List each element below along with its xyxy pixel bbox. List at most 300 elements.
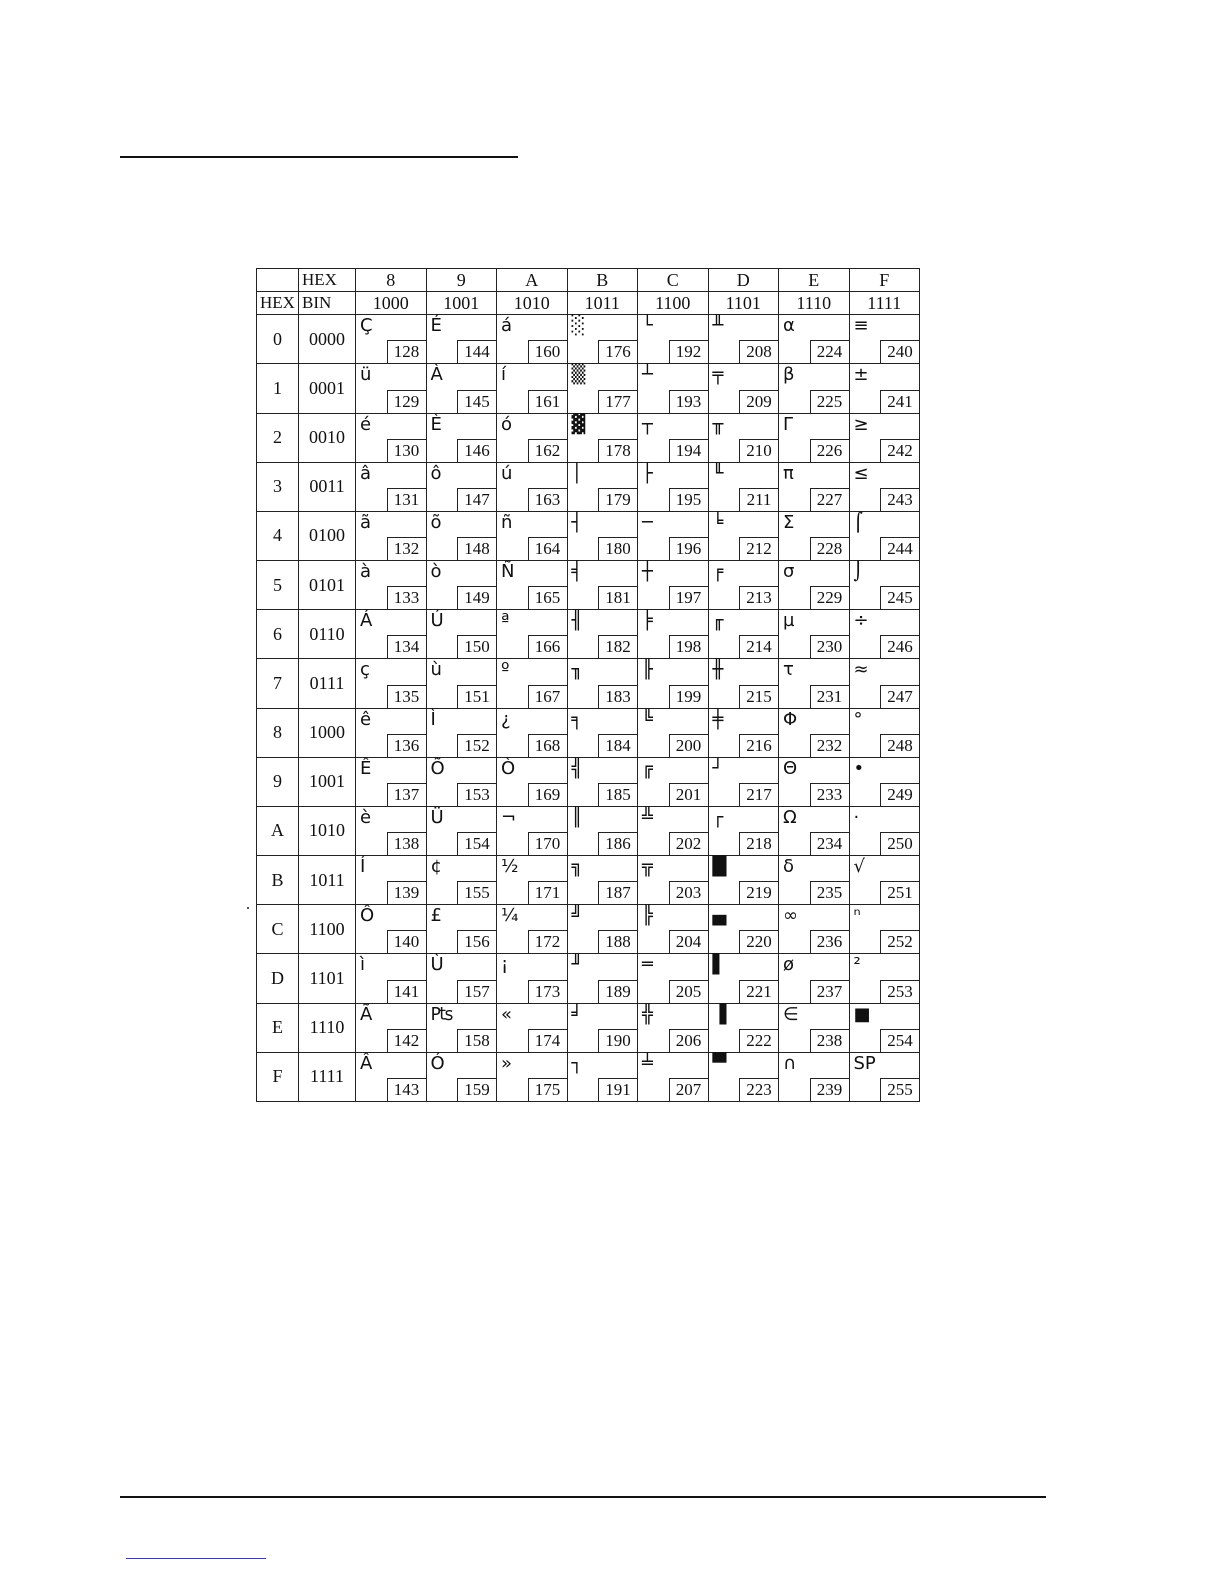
row-bin-value: 1010: [299, 806, 356, 855]
column-hex-d: D: [708, 269, 779, 292]
row-bin-value: 0111: [299, 659, 356, 708]
char-cell: [426, 708, 497, 757]
char-cell: [638, 610, 709, 659]
char-glyph: ¢: [430, 856, 442, 878]
char-cell: [708, 954, 779, 1003]
row-hex-value: 3: [257, 462, 299, 511]
table-row: [257, 708, 920, 757]
char-code-box: 146: [457, 439, 496, 462]
char-code-box: 153: [457, 783, 496, 806]
char-code-box: 168: [528, 734, 567, 757]
char-glyph: ±: [853, 364, 869, 386]
table-row: [257, 1052, 920, 1101]
char-cell: [426, 511, 497, 560]
char-code-box: 205: [669, 980, 708, 1003]
char-glyph: ▀: [712, 1052, 727, 1074]
char-cell: [708, 806, 779, 855]
char-glyph: ê: [360, 708, 372, 730]
char-code-box: 213: [739, 586, 778, 609]
char-cell: [497, 364, 568, 413]
char-cell: [426, 610, 497, 659]
char-code-box: 182: [598, 635, 637, 658]
char-code-box: 161: [528, 390, 567, 413]
row-hex-value: 4: [257, 511, 299, 560]
char-code-box: 216: [739, 734, 778, 757]
char-glyph: ∩: [783, 1052, 797, 1074]
char-glyph: Ü: [430, 806, 444, 828]
char-cell: [638, 315, 709, 364]
char-cell: [497, 413, 568, 462]
char-code-box: 183: [598, 685, 637, 708]
bottom-rule: [120, 1496, 1046, 1498]
char-glyph: •: [853, 757, 865, 779]
table-row: [257, 462, 920, 511]
char-glyph: ═: [642, 954, 653, 976]
char-cell: [708, 413, 779, 462]
char-glyph: Ω: [783, 806, 797, 828]
char-code-box: 230: [810, 635, 849, 658]
char-glyph: ²: [853, 954, 861, 976]
char-glyph: ≈: [853, 659, 869, 681]
char-glyph: ╢: [571, 610, 583, 632]
char-cell: [356, 315, 427, 364]
char-glyph: ì: [360, 954, 366, 976]
row-hex-value: F: [257, 1052, 299, 1101]
char-cell: [497, 610, 568, 659]
column-bin-1001: 1001: [426, 292, 497, 315]
char-code-box: 245: [880, 586, 919, 609]
char-code-box: 195: [669, 488, 708, 511]
char-glyph: ⌠: [853, 511, 863, 533]
char-cell: [638, 659, 709, 708]
char-glyph: Ú: [430, 610, 444, 632]
row-hex-value: 8: [257, 708, 299, 757]
char-cell: [638, 708, 709, 757]
char-glyph: º: [501, 659, 510, 681]
char-cell: [426, 757, 497, 806]
char-code-box: 238: [810, 1029, 849, 1052]
row-hex-value: B: [257, 856, 299, 905]
char-code-box: 200: [669, 734, 708, 757]
char-glyph: ╠: [642, 905, 653, 927]
char-glyph: »: [501, 1052, 513, 1074]
char-glyph: ╗: [571, 856, 583, 878]
char-cell: [426, 856, 497, 905]
char-cell: [356, 954, 427, 1003]
char-glyph: ├: [642, 462, 653, 484]
char-glyph: ┌: [712, 806, 724, 828]
char-glyph: °: [853, 708, 863, 730]
char-code-box: 228: [810, 537, 849, 560]
column-hex-f: F: [849, 269, 920, 292]
char-code-box: 249: [880, 783, 919, 806]
table-row: [257, 561, 920, 610]
char-code-box: 160: [528, 340, 567, 363]
column-bin-1011: 1011: [567, 292, 638, 315]
char-code-box: 177: [598, 390, 637, 413]
char-cell: [356, 511, 427, 560]
char-glyph: è: [360, 806, 372, 828]
char-cell: [356, 659, 427, 708]
row-bin-value: 1110: [299, 1003, 356, 1052]
char-code-box: 135: [387, 685, 426, 708]
char-cell: [497, 708, 568, 757]
char-code-box: 158: [457, 1029, 496, 1052]
char-glyph: ╛: [571, 1003, 583, 1025]
char-glyph: é: [360, 413, 372, 435]
char-glyph: Φ: [783, 708, 798, 730]
char-code-box: 208: [739, 340, 778, 363]
char-cell: [567, 561, 638, 610]
char-code-box: 139: [387, 881, 426, 904]
char-code-box: 198: [669, 635, 708, 658]
char-glyph: ╔: [642, 757, 653, 779]
char-glyph: Ò: [501, 757, 516, 779]
char-cell: [426, 364, 497, 413]
char-code-box: 214: [739, 635, 778, 658]
char-glyph: ª: [501, 610, 510, 632]
char-glyph: Ã: [360, 1003, 373, 1025]
char-code-box: 197: [669, 586, 708, 609]
char-cell: [638, 413, 709, 462]
char-code-box: 132: [387, 537, 426, 560]
table-row: [257, 364, 920, 413]
column-bin-label: BIN: [299, 292, 356, 315]
char-code-box: 190: [598, 1029, 637, 1052]
char-cell: [849, 856, 920, 905]
char-code-box: 233: [810, 783, 849, 806]
table-row: [257, 413, 920, 462]
char-glyph: ã: [360, 511, 372, 533]
char-glyph: ≡: [853, 315, 869, 337]
column-bin-1010: 1010: [497, 292, 568, 315]
char-glyph: ⌡: [853, 561, 863, 583]
char-code-box: 207: [669, 1078, 708, 1101]
char-glyph: ╨: [712, 315, 724, 337]
char-code-box: 252: [880, 930, 919, 953]
char-code-box: 170: [528, 832, 567, 855]
char-glyph: à: [360, 561, 372, 583]
char-cell: [567, 413, 638, 462]
char-cell: [567, 511, 638, 560]
char-code-box: 212: [739, 537, 778, 560]
char-cell: [849, 1003, 920, 1052]
char-cell: [779, 659, 850, 708]
char-code-box: 151: [457, 685, 496, 708]
char-glyph: █: [712, 856, 727, 878]
char-code-box: 134: [387, 635, 426, 658]
top-rule: [120, 156, 518, 158]
column-hex-label: HEX: [299, 269, 356, 292]
char-code-box: 232: [810, 734, 849, 757]
char-glyph: ╩: [642, 806, 653, 828]
row-bin-value: 0101: [299, 561, 356, 610]
column-bin-1100: 1100: [638, 292, 709, 315]
char-cell: [356, 757, 427, 806]
char-cell: [356, 708, 427, 757]
row-bin-value: 0010: [299, 413, 356, 462]
table-row: [257, 954, 920, 1003]
char-glyph: ╞: [642, 610, 653, 632]
char-glyph: τ: [783, 659, 794, 681]
char-code-box: 248: [880, 734, 919, 757]
char-glyph: ¿: [501, 708, 511, 730]
char-code-box: 255: [880, 1078, 919, 1101]
table-row: [257, 806, 920, 855]
char-code-box: 171: [528, 881, 567, 904]
char-cell: [567, 659, 638, 708]
char-glyph: ▓: [571, 413, 586, 435]
char-cell: [708, 462, 779, 511]
char-glyph: Θ: [783, 757, 798, 779]
char-cell: [497, 659, 568, 708]
row-bin-value: 0100: [299, 511, 356, 560]
char-glyph: á: [501, 315, 513, 337]
char-glyph: ₧: [430, 1003, 454, 1025]
row-bin-value: 1001: [299, 757, 356, 806]
char-glyph: ¡: [501, 954, 509, 976]
char-code-box: 215: [739, 685, 778, 708]
char-glyph: ┬: [642, 413, 653, 435]
char-code-box: 143: [387, 1078, 426, 1101]
char-code-box: 137: [387, 783, 426, 806]
char-code-box: 194: [669, 439, 708, 462]
char-cell: [567, 610, 638, 659]
char-code-box: 191: [598, 1078, 637, 1101]
row-hex-label: HEX: [257, 292, 299, 315]
char-glyph: Á: [360, 610, 373, 632]
char-code-box: 251: [880, 881, 919, 904]
char-cell: [426, 1052, 497, 1101]
char-glyph: õ: [430, 511, 442, 533]
char-cell: [567, 462, 638, 511]
table-row: [257, 659, 920, 708]
char-cell: [497, 905, 568, 954]
char-glyph: À: [430, 364, 443, 386]
char-cell: [779, 856, 850, 905]
char-cell: [779, 364, 850, 413]
char-code-box: 172: [528, 930, 567, 953]
char-code-box: 226: [810, 439, 849, 462]
char-cell: [849, 708, 920, 757]
char-code-box: 225: [810, 390, 849, 413]
char-glyph: Ç: [360, 315, 373, 337]
char-code-box: 162: [528, 439, 567, 462]
char-glyph: ñ: [501, 511, 513, 533]
char-cell: [638, 1052, 709, 1101]
char-cell: [638, 954, 709, 1003]
char-glyph: Γ: [783, 413, 794, 435]
char-cell: [497, 757, 568, 806]
char-glyph: ù: [430, 659, 442, 681]
char-code-box: 150: [457, 635, 496, 658]
char-cell: [779, 954, 850, 1003]
char-glyph: Â: [360, 1052, 373, 1074]
char-glyph: µ: [783, 610, 795, 632]
char-cell: [567, 1003, 638, 1052]
char-glyph: ╧: [642, 1052, 653, 1074]
char-cell: [356, 561, 427, 610]
char-code-box: 138: [387, 832, 426, 855]
char-cell: [708, 315, 779, 364]
char-cell: [779, 610, 850, 659]
char-glyph: ô: [430, 462, 442, 484]
char-glyph: ≤: [853, 462, 869, 484]
char-code-box: 174: [528, 1029, 567, 1052]
table-row: [257, 610, 920, 659]
char-cell: [356, 364, 427, 413]
char-code-box: 169: [528, 783, 567, 806]
char-code-box: 175: [528, 1078, 567, 1101]
char-code-box: 180: [598, 537, 637, 560]
char-cell: [356, 856, 427, 905]
char-glyph: ╓: [712, 610, 724, 632]
row-bin-value: 1011: [299, 856, 356, 905]
char-glyph: │: [571, 462, 583, 484]
char-glyph: ─: [642, 511, 653, 533]
row-bin-value: 1000: [299, 708, 356, 757]
char-cell: [356, 905, 427, 954]
char-glyph: ║: [571, 806, 583, 828]
char-cell: [497, 1003, 568, 1052]
char-cell: [356, 610, 427, 659]
char-glyph: «: [501, 1003, 513, 1025]
char-code-box: 224: [810, 340, 849, 363]
char-glyph: ╤: [712, 364, 724, 386]
char-cell: [849, 462, 920, 511]
char-cell: [497, 1052, 568, 1101]
char-cell: [849, 315, 920, 364]
char-cell: [849, 1052, 920, 1101]
char-cell: [426, 659, 497, 708]
char-cell: [638, 806, 709, 855]
char-code-box: 131: [387, 488, 426, 511]
column-hex-c: C: [638, 269, 709, 292]
char-cell: [356, 1052, 427, 1101]
char-glyph: Σ: [783, 511, 795, 533]
char-glyph: Ù: [430, 954, 444, 976]
char-glyph: í: [501, 364, 507, 386]
column-hex-e: E: [779, 269, 850, 292]
char-code-box: 231: [810, 685, 849, 708]
char-code-box: 178: [598, 439, 637, 462]
char-code-box: 211: [739, 488, 778, 511]
row-hex-value: 2: [257, 413, 299, 462]
char-glyph: ·: [853, 806, 860, 828]
char-cell: [779, 1003, 850, 1052]
row-hex-value: 5: [257, 561, 299, 610]
char-glyph: ó: [501, 413, 513, 435]
row-hex-value: C: [257, 905, 299, 954]
row-hex-value: 7: [257, 659, 299, 708]
char-code-box: 253: [880, 980, 919, 1003]
char-code-box: 166: [528, 635, 567, 658]
char-cell: [849, 413, 920, 462]
char-glyph: ∈: [783, 1003, 799, 1025]
char-glyph: ╖: [571, 659, 583, 681]
column-hex-a: A: [497, 269, 568, 292]
table-row: [257, 905, 920, 954]
char-glyph: ≥: [853, 413, 869, 435]
char-code-box: 185: [598, 783, 637, 806]
char-glyph: └: [642, 315, 653, 337]
char-glyph: ┘: [712, 757, 724, 779]
char-code-box: 164: [528, 537, 567, 560]
char-code-box: 242: [880, 439, 919, 462]
char-code-box: 222: [739, 1029, 778, 1052]
char-code-box: 250: [880, 832, 919, 855]
row-bin-value: 0011: [299, 462, 356, 511]
char-cell: [638, 905, 709, 954]
char-glyph: É: [430, 315, 442, 337]
char-glyph: ╘: [712, 511, 724, 533]
row-hex-value: 1: [257, 364, 299, 413]
char-glyph: ╥: [712, 413, 724, 435]
char-code-box: 149: [457, 586, 496, 609]
char-cell: [849, 806, 920, 855]
char-code-box: 243: [880, 488, 919, 511]
char-glyph: ç: [360, 659, 370, 681]
footer-rule: [126, 1558, 266, 1559]
char-cell: [708, 757, 779, 806]
char-glyph: ╒: [712, 561, 724, 583]
char-glyph: ¬: [501, 806, 517, 828]
char-cell: [849, 954, 920, 1003]
char-cell: [356, 462, 427, 511]
char-code-box: 189: [598, 980, 637, 1003]
char-glyph: β: [783, 364, 795, 386]
char-cell: [426, 954, 497, 1003]
char-code-box: 154: [457, 832, 496, 855]
column-bin-1000: 1000: [356, 292, 427, 315]
char-glyph: ╣: [571, 757, 583, 779]
char-glyph: Ê: [360, 757, 372, 779]
row-hex-value: D: [257, 954, 299, 1003]
char-cell: [638, 757, 709, 806]
char-code-box: 145: [457, 390, 496, 413]
char-code-box: 129: [387, 390, 426, 413]
column-hex-9: 9: [426, 269, 497, 292]
char-code-box: 179: [598, 488, 637, 511]
row-bin-value: 1100: [299, 905, 356, 954]
char-cell: [779, 413, 850, 462]
char-code-box: 244: [880, 537, 919, 560]
char-cell: [638, 364, 709, 413]
char-cell: [567, 757, 638, 806]
char-code-box: 167: [528, 685, 567, 708]
char-cell: [567, 806, 638, 855]
char-code-box: 186: [598, 832, 637, 855]
char-cell: [779, 511, 850, 560]
char-code-box: 141: [387, 980, 426, 1003]
column-bin-1111: 1111: [849, 292, 920, 315]
char-glyph: σ: [783, 561, 795, 583]
row-bin-value: 0001: [299, 364, 356, 413]
char-code-box: 217: [739, 783, 778, 806]
char-cell: [779, 905, 850, 954]
char-cell: [497, 315, 568, 364]
char-cell: [849, 905, 920, 954]
char-glyph: Õ: [430, 757, 445, 779]
char-glyph: Ó: [430, 1052, 445, 1074]
char-cell: [567, 315, 638, 364]
char-glyph: π: [783, 462, 794, 484]
char-code-box: 144: [457, 340, 496, 363]
char-glyph: Ô: [360, 905, 375, 927]
char-cell: [426, 1003, 497, 1052]
char-glyph: ┐: [571, 1052, 583, 1074]
char-cell: [567, 954, 638, 1003]
